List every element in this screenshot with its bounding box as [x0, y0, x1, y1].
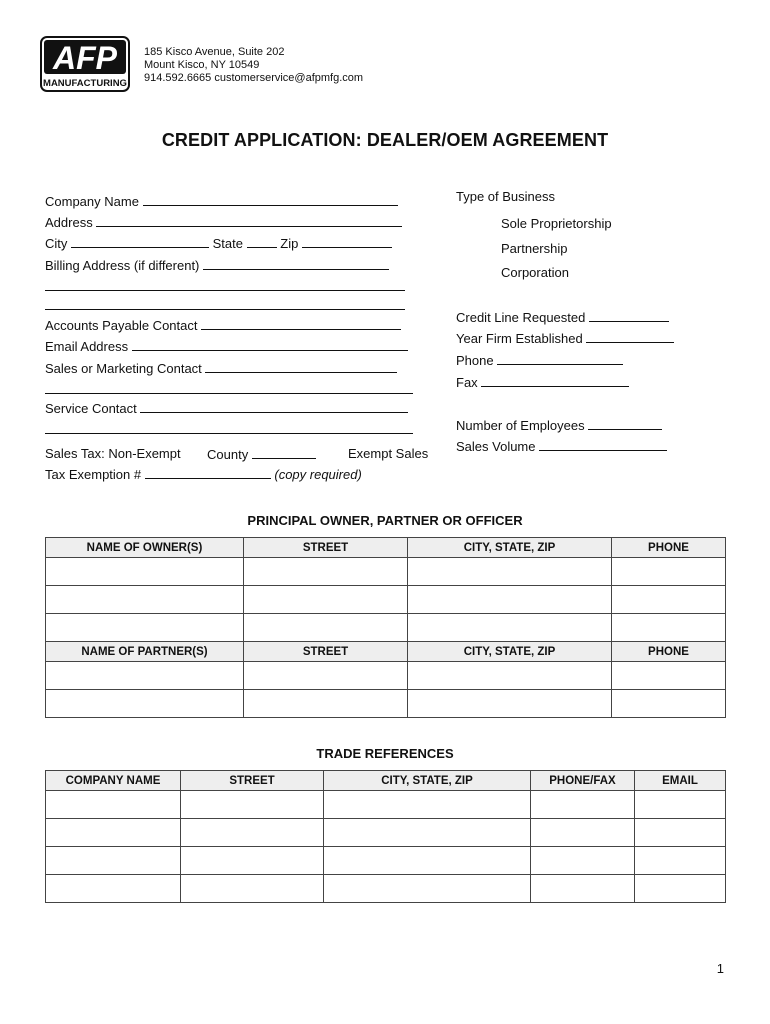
city-label: City — [45, 236, 68, 251]
table-cell[interactable] — [635, 819, 726, 847]
address-line-1: 185 Kisco Avenue, Suite 202 — [144, 46, 285, 58]
owner-phone-header: PHONE — [612, 538, 726, 558]
tax-exemption-label: Tax Exemption # — [45, 467, 142, 482]
tax-exemption-field[interactable] — [45, 466, 362, 483]
logo-subtext: MANUFACTURING — [43, 78, 127, 89]
table-row — [46, 586, 726, 614]
table-cell[interactable] — [408, 614, 612, 642]
tax-exemption-input[interactable] — [145, 466, 271, 479]
table-cell[interactable] — [408, 558, 612, 586]
credit-line-field[interactable] — [456, 309, 669, 326]
principal-section-title: PRINCIPAL OWNER, PARTNER OR OFFICER — [247, 513, 523, 528]
business-option-partnership[interactable]: Partnership — [501, 241, 568, 256]
email-field[interactable] — [45, 338, 408, 355]
table-row — [46, 847, 726, 875]
table-cell[interactable] — [244, 690, 408, 718]
trade-street-header: STREET — [181, 771, 324, 791]
company-name-field[interactable] — [45, 193, 398, 210]
table-cell[interactable] — [408, 690, 612, 718]
zip-input[interactable] — [302, 235, 392, 248]
state-input[interactable] — [247, 235, 277, 248]
trade-section-title: TRADE REFERENCES — [316, 746, 454, 761]
county-label: County — [207, 447, 249, 462]
billing-address-line-2[interactable] — [45, 290, 405, 291]
table-cell[interactable] — [244, 558, 408, 586]
table-cell[interactable] — [612, 614, 726, 642]
table-cell[interactable] — [181, 791, 324, 819]
table-row — [46, 662, 726, 690]
trade-email-header: EMAIL — [635, 771, 726, 791]
sales-volume-field[interactable] — [456, 438, 667, 455]
table-cell[interactable] — [46, 791, 181, 819]
table-row — [46, 558, 726, 586]
table-cell[interactable] — [46, 819, 181, 847]
page-number: 1 — [716, 961, 724, 976]
table-row — [46, 690, 726, 718]
zip-label: Zip — [280, 236, 299, 251]
table-cell[interactable] — [46, 586, 244, 614]
fax-field[interactable] — [456, 374, 629, 391]
accounts-payable-input[interactable] — [201, 317, 401, 330]
accounts-payable-field[interactable] — [45, 317, 401, 334]
credit-line-input[interactable] — [589, 309, 669, 322]
partner-city-header: CITY, STATE, ZIP — [408, 642, 612, 662]
billing-address-line-3[interactable] — [45, 309, 405, 310]
table-cell[interactable] — [531, 875, 635, 903]
city-state-zip-field[interactable] — [45, 235, 392, 252]
company-address — [144, 46, 363, 85]
table-cell[interactable] — [244, 662, 408, 690]
table-cell[interactable] — [181, 819, 324, 847]
exempt-sales-label: Exempt Sales — [348, 446, 429, 461]
trade-city-header: CITY, STATE, ZIP — [324, 771, 531, 791]
fax-input[interactable] — [481, 374, 629, 387]
partner-street-header: STREET — [244, 642, 408, 662]
owner-street-header: STREET — [244, 538, 408, 558]
table-cell[interactable] — [46, 662, 244, 690]
service-contact-line-2[interactable] — [45, 433, 413, 434]
sales-tax-label: Sales Tax: Non-Exempt — [45, 446, 181, 461]
table-cell[interactable] — [46, 847, 181, 875]
trade-table — [45, 770, 726, 903]
page-title: CREDIT APPLICATION: DEALER/OEM AGREEMENT — [161, 130, 609, 150]
table-cell[interactable] — [46, 558, 244, 586]
sales-contact-line-2[interactable] — [45, 393, 413, 394]
address-field[interactable] — [45, 214, 402, 231]
table-cell[interactable] — [531, 819, 635, 847]
accounts-payable-label: Accounts Payable Contact — [45, 318, 198, 333]
address-label: Address — [45, 215, 93, 230]
email-label: Email Address — [45, 339, 129, 354]
fax-label: Fax — [456, 375, 478, 390]
table-cell[interactable] — [46, 690, 244, 718]
table-cell[interactable] — [612, 690, 726, 718]
owner-name-header: NAME OF OWNER(S) — [46, 538, 244, 558]
table-row — [46, 875, 726, 903]
business-option-sole[interactable]: Sole Proprietorship — [501, 216, 612, 231]
employees-label: Number of Employees — [456, 418, 585, 433]
year-established-field[interactable] — [456, 330, 674, 347]
table-cell[interactable] — [635, 875, 726, 903]
logo-text: AFP — [53, 40, 117, 76]
table-cell[interactable] — [531, 847, 635, 875]
phone-field[interactable] — [456, 352, 623, 369]
sales-contact-input[interactable] — [205, 360, 397, 373]
billing-address-label: Billing Address (if different) — [45, 258, 200, 273]
sales-volume-label: Sales Volume — [456, 439, 536, 454]
table-cell[interactable] — [181, 875, 324, 903]
address-line-3: 914.592.6665 customerservice@afpmfg.com — [144, 72, 364, 84]
sales-tax-field — [45, 446, 181, 462]
table-cell[interactable] — [46, 875, 181, 903]
state-label: State — [212, 236, 243, 251]
sales-contact-field[interactable] — [45, 360, 397, 377]
city-input[interactable] — [71, 235, 209, 248]
service-contact-field[interactable] — [45, 400, 408, 417]
business-type-label: Type of Business — [456, 189, 555, 204]
table-cell[interactable] — [46, 614, 244, 642]
table-cell[interactable] — [324, 847, 531, 875]
table-cell[interactable] — [612, 586, 726, 614]
sales-contact-label: Sales or Marketing Contact — [45, 361, 202, 376]
table-row — [46, 791, 726, 819]
table-cell[interactable] — [531, 791, 635, 819]
table-cell[interactable] — [244, 586, 408, 614]
county-input[interactable] — [252, 446, 316, 459]
table-cell[interactable] — [181, 847, 324, 875]
table-cell[interactable] — [324, 791, 531, 819]
service-contact-input[interactable] — [140, 400, 408, 413]
business-option-corporation[interactable]: Corporation — [501, 265, 569, 280]
address-input[interactable] — [96, 214, 402, 227]
service-contact-label: Service Contact — [45, 401, 137, 416]
table-cell[interactable] — [635, 847, 726, 875]
county-field[interactable] — [207, 446, 316, 463]
table-cell[interactable] — [612, 662, 726, 690]
partner-phone-header: PHONE — [612, 642, 726, 662]
address-line-2: Mount Kisco, NY 10549 — [144, 59, 260, 71]
table-row — [46, 819, 726, 847]
partner-name-header: NAME OF PARTNER(S) — [46, 642, 244, 662]
copy-required-note: (copy required) — [274, 467, 362, 482]
afp-logo — [40, 36, 130, 92]
year-established-label: Year Firm Established — [456, 331, 583, 346]
phone-label: Phone — [456, 353, 494, 368]
phone-input[interactable] — [497, 352, 623, 365]
year-established-input[interactable] — [586, 330, 674, 343]
table-cell[interactable] — [635, 791, 726, 819]
table-row — [46, 614, 726, 642]
owner-city-header: CITY, STATE, ZIP — [408, 538, 612, 558]
trade-phone-header: PHONE/FAX — [531, 771, 635, 791]
principal-table — [45, 537, 726, 718]
table-cell[interactable] — [324, 875, 531, 903]
company-name-label: Company Name — [45, 194, 139, 209]
table-cell[interactable] — [408, 586, 612, 614]
sales-volume-input[interactable] — [539, 438, 667, 451]
table-cell[interactable] — [244, 614, 408, 642]
table-cell[interactable] — [612, 558, 726, 586]
billing-address-field[interactable] — [45, 257, 389, 274]
trade-company-header: COMPANY NAME — [46, 771, 181, 791]
table-cell[interactable] — [408, 662, 612, 690]
employees-field[interactable] — [456, 417, 662, 434]
billing-address-input[interactable] — [203, 257, 389, 270]
employees-input[interactable] — [588, 417, 662, 430]
company-name-input[interactable] — [143, 193, 398, 206]
email-input[interactable] — [132, 338, 408, 351]
credit-line-label: Credit Line Requested — [456, 310, 586, 325]
table-cell[interactable] — [324, 819, 531, 847]
